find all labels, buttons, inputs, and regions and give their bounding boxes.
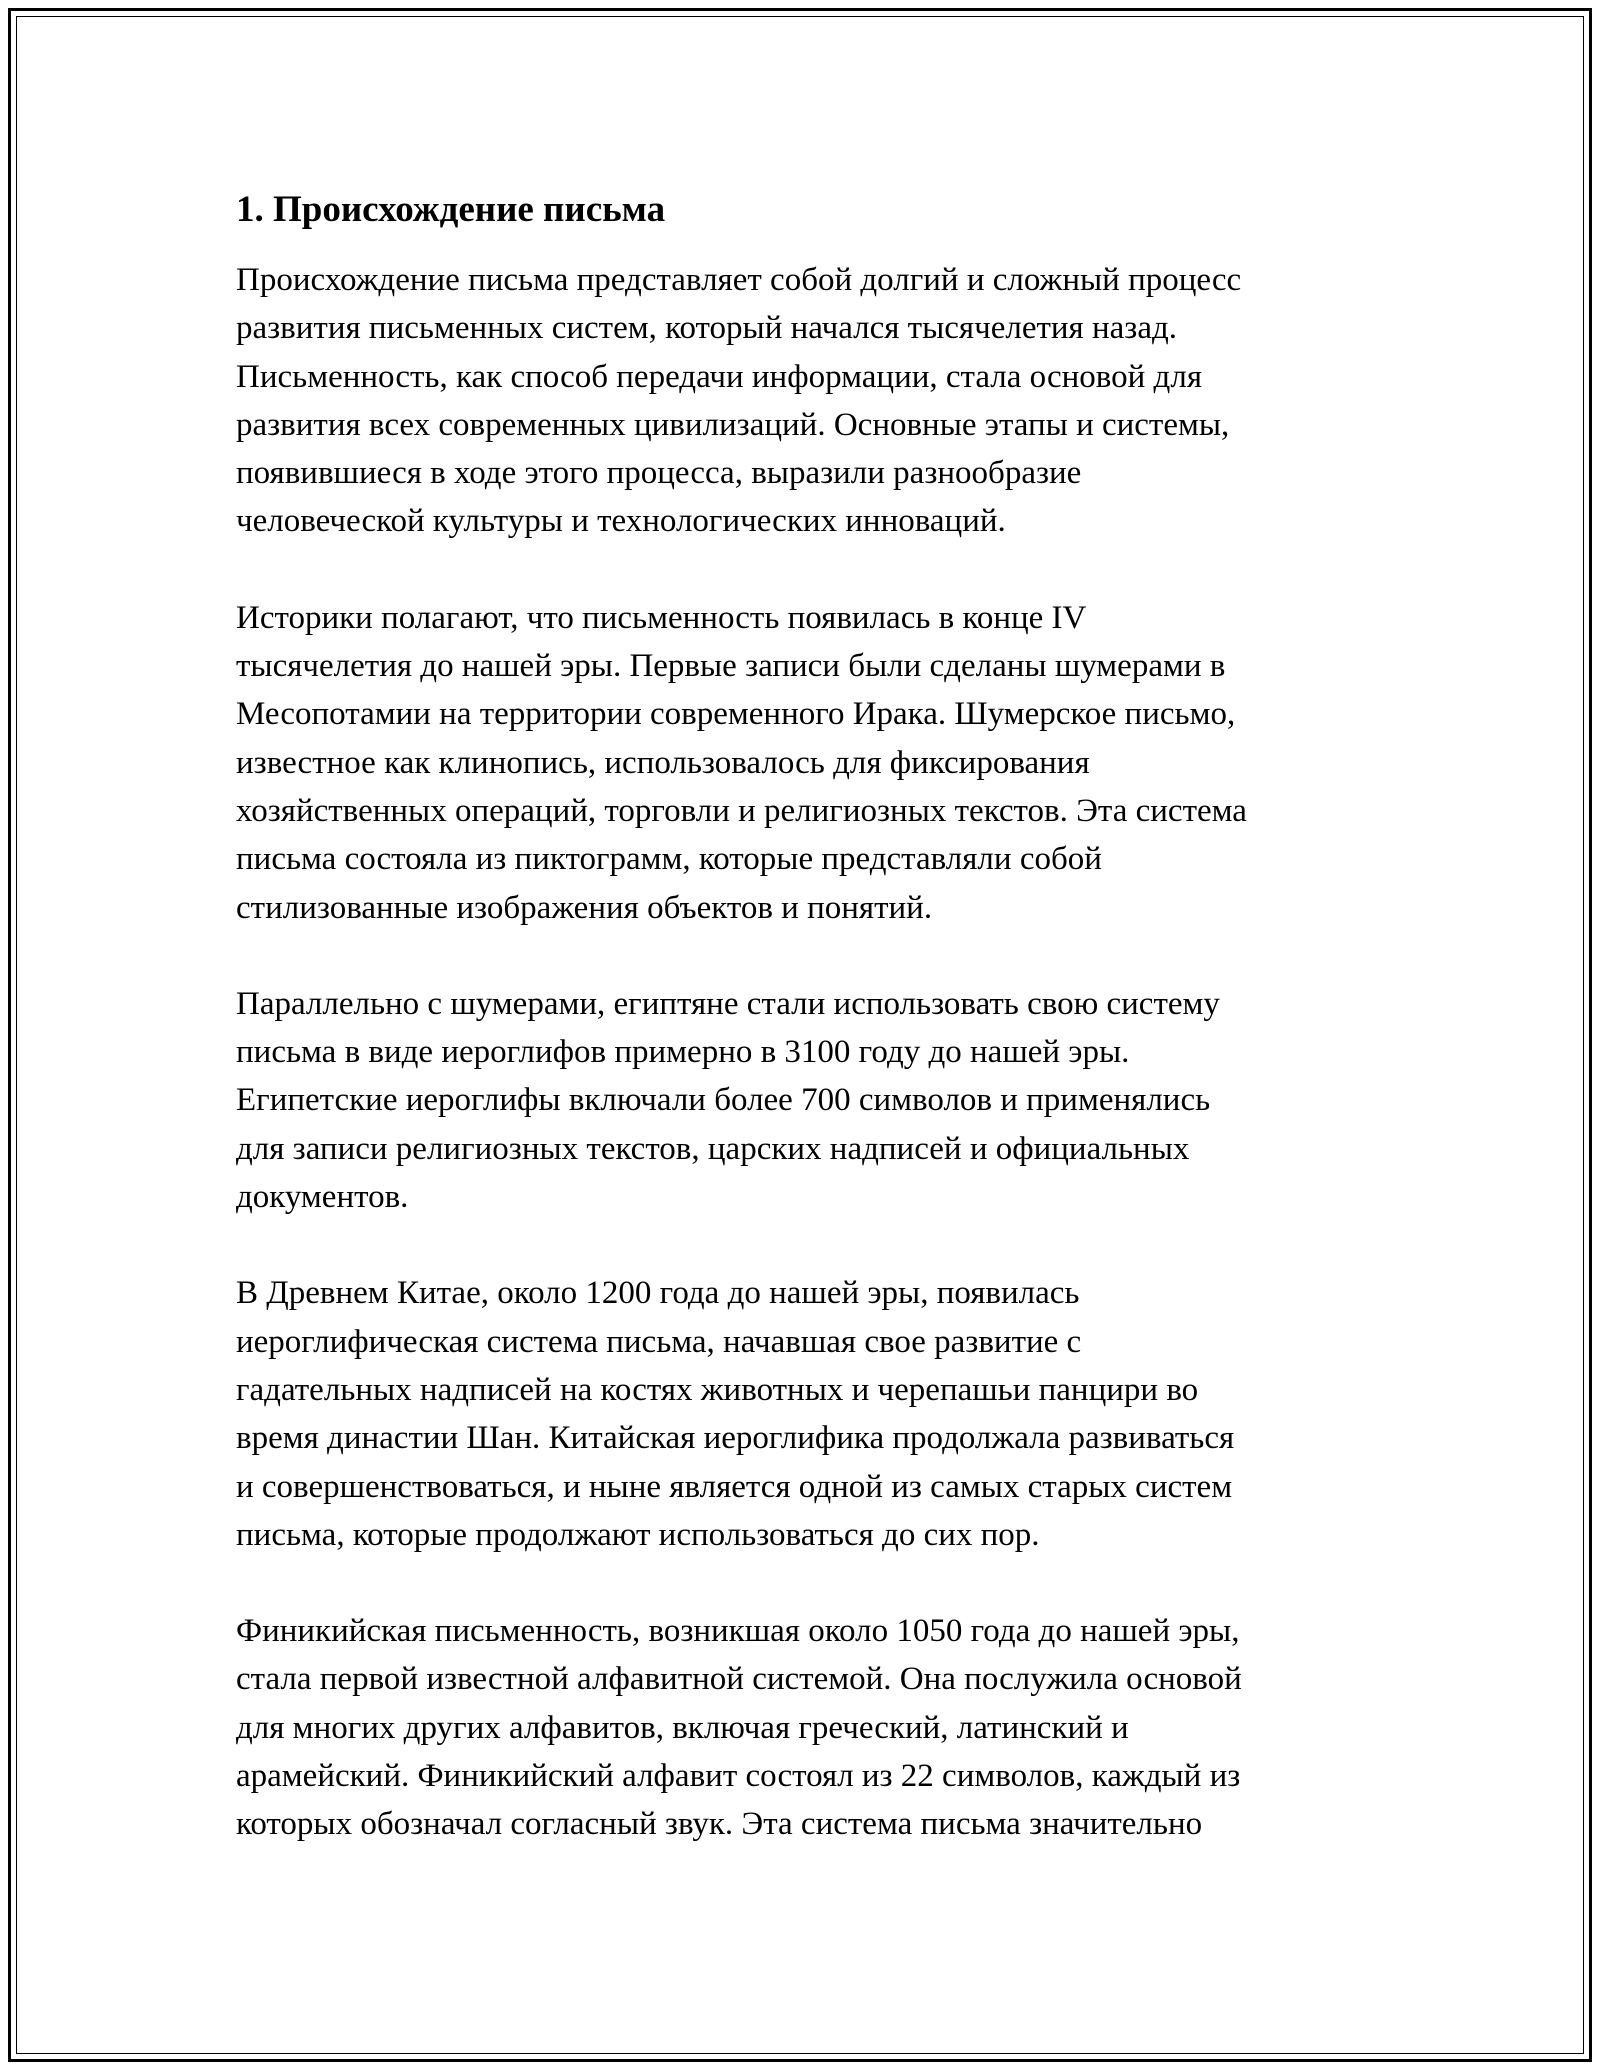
text-line: развития всех современных цивилизаций. Основные этапы и системы, xyxy=(236,406,1230,443)
text-line: письма в виде иероглифов примерно в 3100 году до нашей эры. xyxy=(236,1034,1130,1071)
text-line: время династии Шан. Китайская иероглифика продолжала развиваться xyxy=(236,1420,1235,1457)
paragraph-egyptian xyxy=(236,980,1376,1221)
text-line: стилизованные изображения объектов и понятий. xyxy=(236,889,933,926)
text-line: хозяйственных операций, торговли и религиозных текстов. Эта система xyxy=(236,792,1247,829)
text-line: развития письменных систем, который начался тысячелетия назад. xyxy=(236,310,1177,347)
text-line: стала первой известной алфавитной системой. Она послужила основой xyxy=(236,1661,1242,1698)
document-body xyxy=(236,186,1376,1897)
text-line: письма, которые продолжают использоваться до сих пор. xyxy=(236,1516,1040,1553)
paragraph-intro xyxy=(236,256,1376,546)
paragraph-phoenician xyxy=(236,1607,1376,1848)
text-line: Параллельно с шумерами, египтяне стали использовать свою систему xyxy=(236,985,1220,1022)
text-line: Финикийская письменность, возникшая около 1050 года до нашей эры, xyxy=(236,1613,1240,1650)
text-line: человеческой культуры и технологических инноваций. xyxy=(236,503,1006,540)
paragraph-sumerian xyxy=(236,594,1376,932)
text-line: гадательных надписей на костях животных и черепашьи панцири во xyxy=(236,1371,1199,1408)
text-line: которых обозначал согласный звук. Эта система письма значительно xyxy=(236,1806,1203,1843)
text-line: появившиеся в ходе этого процесса, выразили разнообразие xyxy=(236,455,1082,492)
text-line: известное как клинопись, использовалось для фиксирования xyxy=(236,744,1090,781)
paragraph-chinese xyxy=(236,1269,1376,1559)
text-line: Историки полагают, что письменность появилась в конце IV xyxy=(236,599,1087,636)
text-line: и совершенствоваться, и ныне является одной из самых старых систем xyxy=(236,1468,1233,1505)
text-line: Месопотамии на территории современного Ирака. Шумерское письмо, xyxy=(236,696,1236,733)
text-line: арамейский. Финикийский алфавит состоял из 22 символов, каждый из xyxy=(236,1758,1241,1795)
text-line: тысячелетия до нашей эры. Первые записи были сделаны шумерами в xyxy=(236,648,1226,685)
text-line: для записи религиозных текстов, царских надписей и официальных xyxy=(236,1130,1190,1167)
text-line: иероглифическая система письма, начавшая свое развитие с xyxy=(236,1323,1082,1360)
text-line: письма состояла из пиктограмм, которые представляли собой xyxy=(236,841,1102,878)
text-line: для многих других алфавитов, включая греческий, латинский и xyxy=(236,1709,1129,1746)
text-line: документов. xyxy=(236,1179,409,1216)
text-line: В Древнем Китае, около 1200 года до нашей эры, появилась xyxy=(236,1275,1080,1312)
section-heading: 1. Происхождение письма xyxy=(236,189,666,230)
text-line: Письменность, как способ передачи информации, стала основой для xyxy=(236,358,1202,395)
text-line: Египетские иероглифы включали более 700 символов и применялись xyxy=(236,1082,1211,1119)
text-line: Происхождение письма представляет собой долгий и сложный процесс xyxy=(236,262,1242,298)
